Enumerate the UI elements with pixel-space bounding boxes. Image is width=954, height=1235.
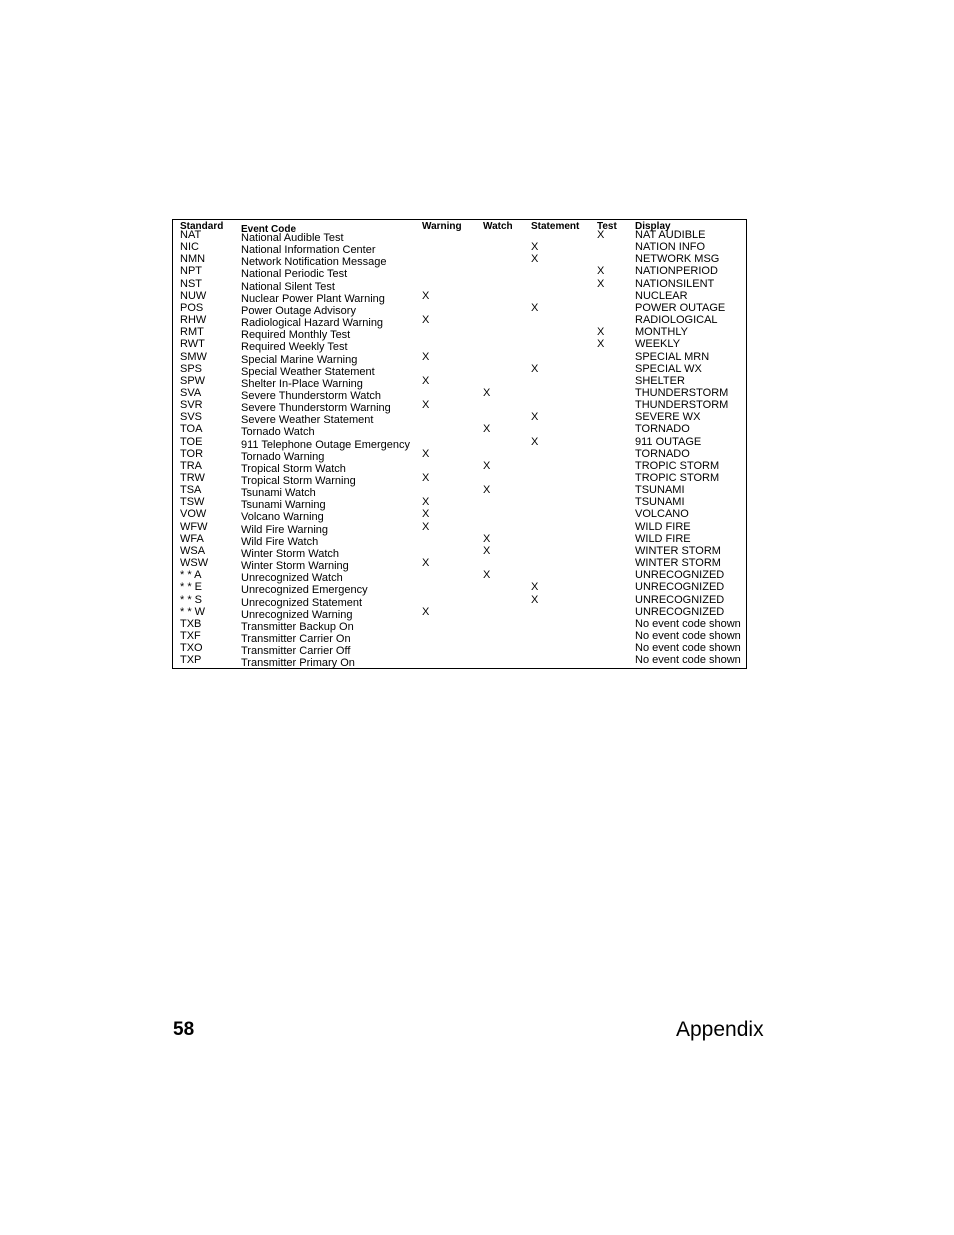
display-cell: WINTER STORM bbox=[635, 557, 721, 570]
display-cell: NUCLEAR bbox=[635, 289, 688, 302]
event-code-cell: Winter Storm Watch bbox=[241, 547, 339, 560]
standard-code-cell: TOE bbox=[180, 435, 203, 448]
display-cell: SPECIAL WX bbox=[635, 362, 702, 375]
page-number: 58 bbox=[173, 1019, 195, 1040]
standard-code-cell: WFA bbox=[180, 532, 204, 545]
display-cell: VOLCANO bbox=[635, 508, 689, 521]
event-code-cell: Severe Thunderstorm Warning bbox=[241, 402, 391, 415]
table-row bbox=[0, 386, 954, 402]
statement-cell: X bbox=[531, 362, 539, 375]
standard-code-cell: NMN bbox=[180, 253, 206, 266]
display-cell: UNRECOGNIZED bbox=[635, 581, 725, 594]
watch-cell: X bbox=[483, 484, 491, 497]
event-code-cell: Transmitter Primary On bbox=[241, 657, 355, 670]
table-row bbox=[0, 423, 954, 439]
event-code-cell: Special Weather Statement bbox=[241, 365, 375, 378]
table-row bbox=[0, 435, 954, 451]
warning-cell: X bbox=[422, 605, 430, 618]
test-cell: X bbox=[597, 229, 605, 241]
standard-code-cell: VOW bbox=[180, 508, 207, 521]
standard-code-cell: TXB bbox=[180, 617, 202, 630]
display-cell: TORNADO bbox=[635, 447, 690, 460]
standard-code-cell: * * E bbox=[180, 581, 203, 594]
watch-cell: X bbox=[483, 386, 491, 399]
standard-code-cell: * * W bbox=[180, 605, 206, 618]
table-row bbox=[0, 605, 954, 621]
standard-code-cell: SMW bbox=[180, 350, 207, 363]
table-row bbox=[0, 399, 954, 415]
display-cell: UNRECOGNIZED bbox=[635, 593, 725, 606]
warning-cell: X bbox=[422, 447, 430, 460]
warning-cell: X bbox=[422, 374, 430, 387]
event-code-cell: Unrecognized Emergency bbox=[241, 584, 368, 597]
event-code-cell: Unrecognized Statement bbox=[241, 596, 363, 609]
standard-code-cell: NPT bbox=[180, 265, 202, 278]
event-code-cell: Transmitter Carrier Off bbox=[241, 645, 351, 658]
display-cell: WEEKLY bbox=[635, 338, 681, 351]
table-row bbox=[0, 314, 954, 330]
standard-code-cell: SPS bbox=[180, 362, 203, 375]
header-watch: Watch bbox=[483, 221, 513, 232]
display-cell: WILD FIRE bbox=[635, 532, 691, 545]
standard-code-cell: RMT bbox=[180, 326, 204, 339]
header-standard: Standard bbox=[180, 221, 224, 232]
event-code-cell: Transmitter Backup On bbox=[241, 620, 354, 633]
display-cell: NATIONSILENT bbox=[635, 277, 715, 290]
statement-cell: X bbox=[531, 411, 539, 424]
header-event-code: Event Code bbox=[241, 224, 297, 235]
event-code-cell: Tsunami Watch bbox=[241, 487, 316, 500]
statement-cell: X bbox=[531, 593, 539, 606]
event-code-cell: Transmitter Carrier On bbox=[241, 632, 351, 645]
event-code-cell: Network Notification Message bbox=[241, 256, 387, 269]
test-cell: X bbox=[597, 338, 605, 351]
header-display: Display bbox=[635, 221, 671, 232]
display-cell: WILD FIRE bbox=[635, 520, 691, 533]
standard-code-cell: SVR bbox=[180, 399, 203, 412]
event-code-cell: Tropical Storm Watch bbox=[241, 462, 346, 475]
header-test: Test bbox=[597, 221, 617, 232]
display-cell: RADIOLOGICAL bbox=[635, 314, 718, 327]
table-row bbox=[0, 544, 954, 560]
table-row bbox=[0, 569, 954, 585]
display-cell: THUNDERSTORM bbox=[635, 386, 729, 399]
statement-cell: X bbox=[531, 301, 539, 314]
table-row bbox=[0, 508, 954, 524]
display-cell: No event code shown bbox=[635, 654, 741, 667]
event-code-cell: Required Monthly Test bbox=[241, 329, 351, 342]
event-code-cell: Special Marine Warning bbox=[241, 353, 358, 366]
warning-cell: X bbox=[422, 314, 430, 327]
standard-code-cell: WFW bbox=[180, 520, 208, 533]
event-code-cell: Tropical Storm Warning bbox=[241, 475, 356, 487]
warning-cell: X bbox=[422, 496, 430, 509]
test-cell: X bbox=[597, 265, 605, 278]
table-row bbox=[0, 629, 954, 645]
table-row bbox=[0, 374, 954, 390]
standard-code-cell: SVS bbox=[180, 411, 203, 424]
table-row bbox=[0, 532, 954, 548]
watch-cell: X bbox=[483, 544, 491, 557]
standard-code-cell: NUW bbox=[180, 289, 207, 302]
event-code-cell: 911 Telephone Outage Emergency bbox=[241, 438, 410, 451]
display-cell: UNRECOGNIZED bbox=[635, 605, 725, 618]
display-cell: TSUNAMI bbox=[635, 484, 685, 497]
event-code-cell: Wild Fire Watch bbox=[241, 535, 319, 548]
statement-cell: X bbox=[531, 581, 539, 594]
table-row bbox=[0, 484, 954, 500]
warning-cell: X bbox=[422, 508, 430, 521]
warning-cell: X bbox=[422, 472, 430, 484]
standard-code-cell: TRA bbox=[180, 459, 202, 472]
event-code-cell: Radiological Hazard Warning bbox=[241, 317, 384, 330]
watch-cell: X bbox=[483, 569, 491, 582]
table-row bbox=[0, 472, 954, 487]
statement-cell: X bbox=[531, 253, 539, 266]
display-cell: WINTER STORM bbox=[635, 544, 721, 557]
display-cell: NATIONPERIOD bbox=[635, 265, 718, 278]
section-title: Appendix bbox=[676, 1018, 764, 1041]
table-row bbox=[0, 459, 954, 475]
event-code-cell: Required Weekly Test bbox=[241, 341, 348, 354]
standard-code-cell: POS bbox=[180, 301, 204, 314]
header-statement: Statement bbox=[531, 221, 580, 232]
event-code-cell: Severe Weather Statement bbox=[241, 414, 374, 427]
standard-code-cell: TSW bbox=[180, 496, 205, 509]
watch-cell: X bbox=[483, 532, 491, 545]
table-row bbox=[0, 277, 954, 293]
standard-code-cell: TXO bbox=[180, 642, 203, 655]
standard-code-cell: WSA bbox=[180, 544, 206, 557]
standard-code-cell: WSW bbox=[180, 557, 209, 570]
table-row bbox=[0, 581, 954, 597]
table-row bbox=[0, 338, 954, 354]
display-cell: UNRECOGNIZED bbox=[635, 569, 725, 582]
standard-code-cell: RWT bbox=[180, 338, 205, 351]
standard-code-cell: SPW bbox=[180, 374, 206, 387]
table-row bbox=[0, 411, 954, 427]
display-cell: No event code shown bbox=[635, 642, 741, 655]
standard-code-cell: SVA bbox=[180, 386, 202, 399]
test-cell: X bbox=[597, 277, 605, 290]
statement-cell: X bbox=[531, 435, 539, 448]
display-cell: SEVERE WX bbox=[635, 411, 701, 424]
standard-code-cell: TRW bbox=[180, 472, 205, 484]
event-code-cell: Wild Fire Warning bbox=[241, 523, 328, 536]
standard-code-cell: TOA bbox=[180, 423, 203, 436]
event-code-cell: Tornado Warning bbox=[241, 450, 325, 463]
warning-cell: X bbox=[422, 520, 430, 533]
display-cell: 911 OUTAGE bbox=[635, 435, 702, 448]
display-cell: TORNADO bbox=[635, 423, 690, 436]
event-code-cell: National Periodic Test bbox=[241, 268, 348, 281]
display-cell: POWER OUTAGE bbox=[635, 301, 726, 314]
event-code-cell: Power Outage Advisory bbox=[241, 304, 356, 317]
display-cell: MONTHLY bbox=[635, 326, 688, 339]
event-code-cell: National Silent Test bbox=[241, 280, 335, 293]
table-row bbox=[0, 447, 954, 463]
event-code-cell: Tornado Watch bbox=[241, 426, 315, 439]
standard-code-cell: TSA bbox=[180, 484, 202, 497]
event-code-cell: Nuclear Power Plant Warning bbox=[241, 292, 385, 305]
event-code-cell: Tsunami Warning bbox=[241, 499, 326, 512]
table-row bbox=[0, 253, 954, 269]
event-code-cell: Severe Thunderstorm Watch bbox=[241, 389, 382, 402]
display-cell: NETWORK MSG bbox=[635, 253, 720, 266]
display-cell: SHELTER bbox=[635, 374, 685, 387]
warning-cell: X bbox=[422, 399, 430, 412]
table-row bbox=[0, 229, 954, 244]
table-row bbox=[0, 350, 954, 366]
display-cell: NAT AUDIBLE bbox=[635, 229, 706, 241]
watch-cell: X bbox=[483, 459, 491, 472]
standard-code-cell: * * A bbox=[180, 569, 202, 582]
event-code-cell: Volcano Warning bbox=[241, 511, 324, 524]
event-code-cell: Shelter In-Place Warning bbox=[241, 377, 363, 390]
standard-code-cell: NAT bbox=[180, 229, 202, 241]
header-warning: Warning bbox=[422, 221, 462, 232]
display-cell: THUNDERSTORM bbox=[635, 399, 729, 412]
display-cell: TSUNAMI bbox=[635, 496, 685, 509]
event-code-cell: Winter Storm Warning bbox=[241, 560, 349, 573]
table-row bbox=[0, 496, 954, 512]
display-cell: No event code shown bbox=[635, 629, 741, 642]
standard-code-cell: NST bbox=[180, 277, 202, 290]
table-row bbox=[0, 520, 954, 536]
table-row bbox=[0, 241, 954, 257]
watch-cell: X bbox=[483, 423, 491, 436]
standard-code-cell: NIC bbox=[180, 241, 199, 254]
table-row bbox=[0, 593, 954, 609]
event-code-cell: Unrecognized Watch bbox=[241, 572, 343, 585]
table-row bbox=[0, 642, 954, 658]
table-row bbox=[0, 326, 954, 342]
table-row bbox=[0, 654, 954, 670]
table-row bbox=[0, 265, 954, 281]
table-row bbox=[0, 301, 954, 317]
table-row bbox=[0, 617, 954, 633]
test-cell: X bbox=[597, 326, 605, 339]
warning-cell: X bbox=[422, 289, 430, 302]
warning-cell: X bbox=[422, 350, 430, 363]
event-code-cell: Unrecognized Warning bbox=[241, 608, 353, 621]
statement-cell: X bbox=[531, 241, 539, 254]
table-row bbox=[0, 362, 954, 378]
event-code-cell: National Information Center bbox=[241, 244, 376, 257]
display-cell: No event code shown bbox=[635, 617, 741, 630]
display-cell: NATION INFO bbox=[635, 241, 706, 254]
table-row bbox=[0, 289, 954, 305]
event-code-cell: National Audible Test bbox=[241, 232, 344, 244]
table-row bbox=[0, 557, 954, 573]
standard-code-cell: TXP bbox=[180, 654, 202, 667]
warning-cell: X bbox=[422, 557, 430, 570]
standard-code-cell: TOR bbox=[180, 447, 204, 460]
display-cell: TROPIC STORM bbox=[635, 472, 720, 484]
standard-code-cell: * * S bbox=[180, 593, 203, 606]
standard-code-cell: RHW bbox=[180, 314, 207, 327]
display-cell: SPECIAL MRN bbox=[635, 350, 710, 363]
display-cell: TROPIC STORM bbox=[635, 459, 720, 472]
standard-code-cell: TXF bbox=[180, 629, 201, 642]
